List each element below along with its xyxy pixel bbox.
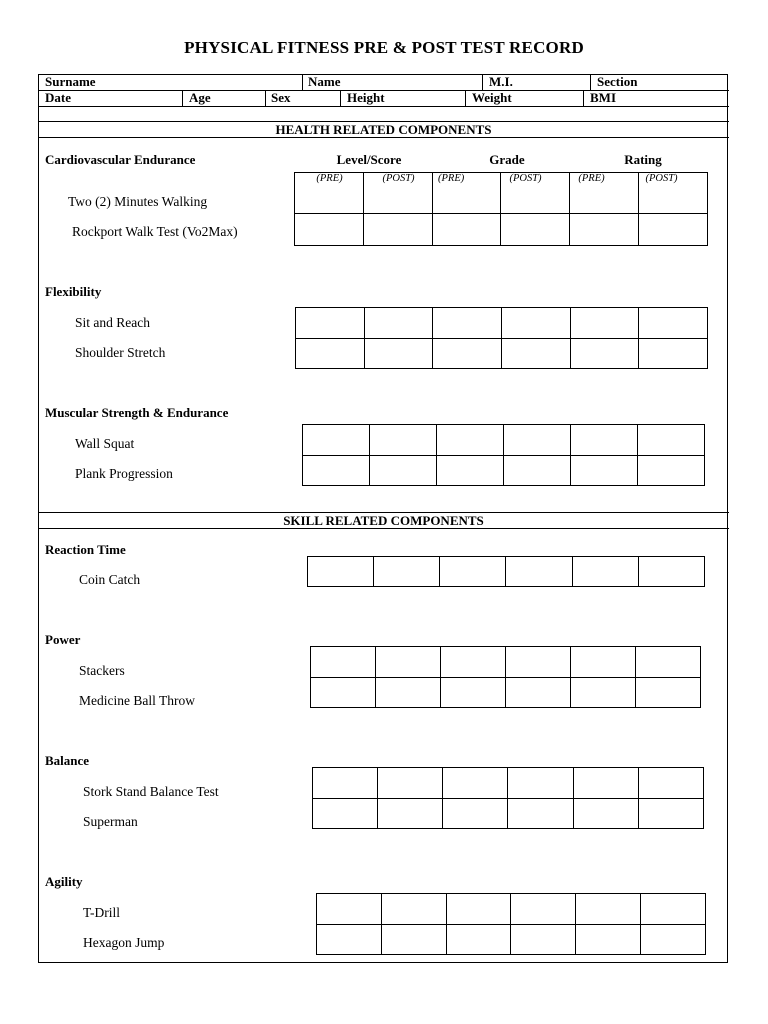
score-cell[interactable] xyxy=(641,924,706,955)
divider xyxy=(482,74,483,90)
post-subheader: (POST) xyxy=(382,173,415,184)
test-item: Rockport Walk Test (Vo2Max) xyxy=(72,224,238,239)
rating-header: Rating xyxy=(624,152,662,167)
score-cell[interactable] xyxy=(313,798,378,829)
weight-field[interactable]: Weight xyxy=(472,90,512,105)
score-cell[interactable] xyxy=(576,894,641,925)
date-field[interactable]: Date xyxy=(45,90,71,105)
score-cell[interactable] xyxy=(506,647,571,678)
mi-field[interactable]: M.I. xyxy=(489,74,513,89)
section-heading: Reaction Time xyxy=(45,542,126,557)
score-cell[interactable] xyxy=(303,455,370,486)
score-cell[interactable] xyxy=(639,338,708,369)
divider xyxy=(302,74,303,90)
score-cell[interactable] xyxy=(363,214,432,246)
divider xyxy=(182,90,183,106)
section-heading: Muscular Strength & Endurance xyxy=(45,405,229,420)
score-cell[interactable] xyxy=(296,308,365,339)
score-cell[interactable] xyxy=(508,798,573,829)
test-item: Wall Squat xyxy=(75,436,135,451)
score-cell[interactable] xyxy=(376,647,441,678)
section-heading: Balance xyxy=(45,753,90,768)
score-cell[interactable] xyxy=(317,924,382,955)
score-cell[interactable] xyxy=(381,924,446,955)
test-item: Superman xyxy=(83,814,138,829)
score-cell[interactable] xyxy=(446,894,511,925)
score-cell[interactable] xyxy=(506,557,572,587)
score-cell[interactable] xyxy=(573,798,638,829)
score-cell[interactable] xyxy=(570,308,639,339)
score-cell[interactable] xyxy=(370,425,437,456)
level-score-header: Level/Score xyxy=(336,152,402,167)
test-item: Sit and Reach xyxy=(75,315,150,330)
section-heading: Flexibility xyxy=(45,284,102,299)
pre-subheader: (PRE) xyxy=(578,173,605,184)
divider xyxy=(265,90,266,106)
balance-score-table xyxy=(312,767,704,829)
score-cell[interactable] xyxy=(501,308,570,339)
score-cell[interactable] xyxy=(370,455,437,486)
score-cell[interactable] xyxy=(440,557,506,587)
score-cell[interactable] xyxy=(311,647,376,678)
divider xyxy=(38,137,729,138)
score-cell[interactable] xyxy=(570,338,639,369)
test-item: Shoulder Stretch xyxy=(75,345,166,360)
divider xyxy=(38,106,729,107)
score-cell[interactable] xyxy=(576,924,641,955)
score-cell[interactable] xyxy=(441,677,506,708)
name-field[interactable]: Name xyxy=(308,74,341,89)
score-cell[interactable] xyxy=(570,214,639,246)
score-cell[interactable] xyxy=(437,425,504,456)
sex-field[interactable]: Sex xyxy=(271,90,291,105)
divider xyxy=(590,74,591,90)
score-cell[interactable] xyxy=(571,425,638,456)
score-cell[interactable] xyxy=(573,768,638,799)
score-cell[interactable] xyxy=(639,308,708,339)
score-cell[interactable] xyxy=(511,894,576,925)
test-item: Stork Stand Balance Test xyxy=(83,784,219,799)
score-cell[interactable] xyxy=(446,924,511,955)
flexibility-score-table xyxy=(295,307,708,369)
muscular-score-table xyxy=(302,424,705,486)
score-cell[interactable] xyxy=(296,338,365,369)
reaction-score-table xyxy=(307,556,705,587)
score-cell[interactable] xyxy=(378,768,443,799)
score-cell[interactable] xyxy=(364,338,433,369)
score-cell[interactable] xyxy=(501,338,570,369)
score-cell[interactable] xyxy=(638,798,703,829)
test-item: Two (2) Minutes Walking xyxy=(68,194,208,209)
score-cell[interactable] xyxy=(571,647,636,678)
score-cell[interactable] xyxy=(313,768,378,799)
section-heading: Power xyxy=(45,632,81,647)
test-item: Medicine Ball Throw xyxy=(79,693,195,708)
score-cell[interactable] xyxy=(364,308,433,339)
page-title: PHYSICAL FITNESS PRE & POST TEST RECORD xyxy=(184,38,584,57)
divider xyxy=(340,90,341,106)
health-components-heading: HEALTH RELATED COMPONENTS xyxy=(275,122,492,137)
age-field[interactable]: Age xyxy=(189,90,211,105)
height-field[interactable]: Height xyxy=(347,90,385,105)
score-cell[interactable] xyxy=(636,647,701,678)
score-cell[interactable] xyxy=(572,557,638,587)
score-cell[interactable] xyxy=(378,798,443,829)
score-cell[interactable] xyxy=(437,455,504,486)
score-cell[interactable] xyxy=(376,677,441,708)
grade-header: Grade xyxy=(489,152,525,167)
section-heading: Cardiovascular Endurance xyxy=(45,152,196,167)
score-cell[interactable] xyxy=(441,647,506,678)
divider xyxy=(465,90,466,106)
divider xyxy=(38,528,729,529)
score-cell[interactable] xyxy=(638,455,705,486)
section-field[interactable]: Section xyxy=(597,74,638,89)
test-item: Hexagon Jump xyxy=(83,935,165,950)
score-cell[interactable] xyxy=(433,338,502,369)
divider xyxy=(583,90,584,106)
test-item: Plank Progression xyxy=(75,466,173,481)
score-cell[interactable] xyxy=(443,798,508,829)
score-cell[interactable] xyxy=(432,214,501,246)
section-heading: Agility xyxy=(45,874,83,889)
score-cell[interactable] xyxy=(303,425,370,456)
score-cell[interactable] xyxy=(504,425,571,456)
post-subheader: (POST) xyxy=(645,173,678,184)
score-cell[interactable] xyxy=(501,214,570,246)
score-cell[interactable] xyxy=(381,894,446,925)
score-cell[interactable] xyxy=(295,214,364,246)
pre-subheader: (PRE) xyxy=(438,173,465,184)
agility-score-table xyxy=(316,893,706,955)
score-cell[interactable] xyxy=(639,214,708,246)
score-cell[interactable] xyxy=(317,894,382,925)
score-cell[interactable] xyxy=(311,677,376,708)
score-cell[interactable] xyxy=(571,455,638,486)
score-cell[interactable] xyxy=(571,677,636,708)
score-cell[interactable] xyxy=(433,308,502,339)
score-cell[interactable] xyxy=(638,557,704,587)
pre-subheader: (PRE) xyxy=(316,173,343,184)
score-cell[interactable] xyxy=(511,924,576,955)
score-cell[interactable] xyxy=(374,557,440,587)
score-cell[interactable] xyxy=(308,557,374,587)
test-item: Stackers xyxy=(79,663,125,678)
score-cell[interactable] xyxy=(443,768,508,799)
score-cell[interactable] xyxy=(506,677,571,708)
score-cell[interactable] xyxy=(508,768,573,799)
score-cell[interactable] xyxy=(638,768,703,799)
score-cell[interactable] xyxy=(636,677,701,708)
score-cell[interactable] xyxy=(641,894,706,925)
post-subheader: (POST) xyxy=(509,173,542,184)
surname-field[interactable]: Surname xyxy=(45,74,96,89)
bmi-field[interactable]: BMI xyxy=(590,90,616,105)
score-cell[interactable] xyxy=(504,455,571,486)
score-cell[interactable] xyxy=(638,425,705,456)
power-score-table xyxy=(310,646,701,708)
test-item: T-Drill xyxy=(83,905,120,920)
test-item: Coin Catch xyxy=(79,572,141,587)
skill-components-heading: SKILL RELATED COMPONENTS xyxy=(283,513,484,528)
